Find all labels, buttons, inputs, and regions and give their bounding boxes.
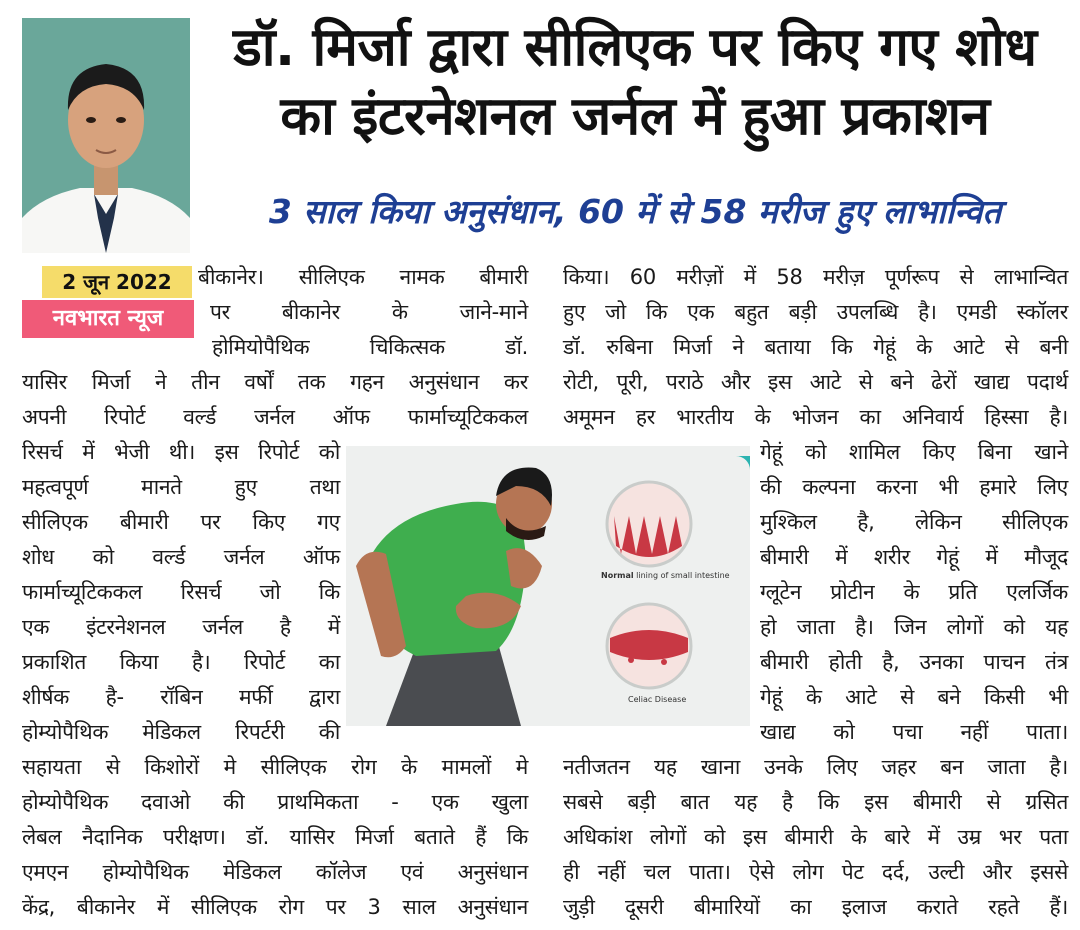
headline-line-1: डॉ. मिर्जा द्वारा सीलिएक पर किए गए शोध bbox=[233, 17, 1037, 78]
headline-line-2: का इंटरनेशनल जर्नल में हुआ प्रकाशन bbox=[280, 85, 990, 147]
source-tag: नवभारत न्यूज bbox=[22, 300, 194, 338]
headline bbox=[205, 14, 1065, 152]
date-tag: 2 जून 2022 bbox=[42, 266, 192, 298]
article-line: एक इंटरनेशनल जर्नल है में bbox=[22, 615, 340, 639]
article-line: अपनी रिपोर्ट वर्ल्ड जर्नल ऑफ फार्माच्यूटिककल bbox=[22, 405, 528, 429]
celiac-disease-label: Celiac Disease bbox=[628, 695, 687, 704]
article-line: महत्वपूर्ण मानते हुए तथा bbox=[22, 475, 340, 499]
article-line: लेबल नैदानिक परीक्षण। डॉ. यासिर मिर्जा बताते हैं कि bbox=[22, 825, 528, 849]
article-line: एमएन होम्योपैथिक मेडिकल कॉलेज एवं अनुसंधान bbox=[22, 860, 528, 884]
article-line: ही नहीं चल पाता। ऐसे लोग पेट दर्द, उल्टी और इससे bbox=[563, 860, 1068, 884]
normal-intestine-label: Normal lining of small intestine bbox=[601, 571, 730, 580]
article-line: रिसर्च में भेजी थी। इस रिपोर्ट को bbox=[22, 440, 340, 464]
article-line: खाद्य को पचा नहीं पाता। bbox=[760, 720, 1068, 744]
celiac-illustration bbox=[346, 446, 750, 726]
article-line: गेहूं के आटे से बने किसी भी bbox=[760, 685, 1068, 709]
article-line: जुड़ी दूसरी बीमारियों का इलाज कराते रहते हैं। bbox=[563, 895, 1068, 919]
article-line: फार्माच्यूटिककल रिसर्च जो कि bbox=[22, 580, 340, 604]
article-line: मुश्किल है, लेकिन सीलिएक bbox=[760, 510, 1068, 534]
subheadline: 3 साल किया अनुसंधान, 60 में से 58 मरीज हुए लाभान्वित bbox=[268, 192, 1002, 231]
article-line: बीमारी होती है, उनका पाचन तंत्र bbox=[760, 650, 1068, 674]
article-line: प्रकाशित किया है। रिपोर्ट का bbox=[22, 650, 340, 674]
normal-intestine-diagram bbox=[607, 482, 691, 566]
article-line: अमूमन हर भारतीय के भोजन का अनिवार्य हिस्सा है। bbox=[563, 405, 1068, 429]
article-line: सबसे बड़ी बात यह है कि इस बीमारी से ग्रसित bbox=[563, 790, 1068, 814]
article-line: डॉ. रुबिना मिर्जा ने बताया कि गेहूं के आटे से बनी bbox=[563, 335, 1068, 359]
article-line: रोटी, पूरी, पराठे और इस आटे से बने ढेरों खाद्य पदार्थ bbox=[563, 370, 1068, 394]
article-line: गेहूं को शामिल किए बिना खाने bbox=[760, 440, 1068, 464]
article-line: ग्लूटेन प्रोटीन के प्रति एलर्जिक bbox=[760, 580, 1068, 604]
article-line: होमियोपैथिक चिकित्सक डॉ. bbox=[212, 335, 528, 359]
author-portrait bbox=[22, 18, 190, 253]
article-line: होम्योपैथिक मेडिकल रिपर्टरी की bbox=[22, 720, 340, 744]
article-line: अधिकांश लोगों को इस बीमारी के बारे में उम्र भर पता bbox=[563, 825, 1068, 849]
article-line: शीर्षक है- रॉबिन मर्फी द्वारा bbox=[22, 685, 340, 709]
celiac-intestine-diagram bbox=[607, 604, 691, 688]
article-line: सीलिएक बीमारी पर किए गए bbox=[22, 510, 340, 534]
article-line: हो जाता है। जिन लोगों को यह bbox=[760, 615, 1068, 639]
article-line: केंद्र, बीकानेर में सीलिएक रोग पर 3 साल अनुसंधान bbox=[22, 895, 528, 919]
article-line: हुए जो कि एक बहुत बड़ी उपलब्धि है। एमडी स्कॉलर bbox=[563, 300, 1068, 324]
article-line: सहायता से किशोरों मे सीलिएक रोग के मामलों मे bbox=[22, 755, 528, 779]
article-line: होम्योपैथिक दवाओ की प्राथमिकता - एक खुला bbox=[22, 790, 528, 814]
article-line: नतीजतन यह खाना उनके लिए जहर बन जाता है। bbox=[563, 755, 1068, 779]
article-line: बीमारी में शरीर गेहूं में मौजूद bbox=[760, 545, 1068, 569]
article-line: बीकानेर। सीलिएक नामक बीमारी bbox=[198, 265, 528, 289]
article-line: शोध को वर्ल्ड जर्नल ऑफ bbox=[22, 545, 340, 569]
article-line: पर बीकानेर के जाने-माने bbox=[210, 300, 528, 324]
article-line: यासिर मिर्जा ने तीन वर्षों तक गहन अनुसंधान कर bbox=[22, 370, 528, 394]
article-line: किया। 60 मरीज़ों में 58 मरीज़ पूर्णरूप से लाभान्वित bbox=[563, 265, 1068, 289]
article-line: की कल्पना करना भी हमारे लिए bbox=[760, 475, 1068, 499]
